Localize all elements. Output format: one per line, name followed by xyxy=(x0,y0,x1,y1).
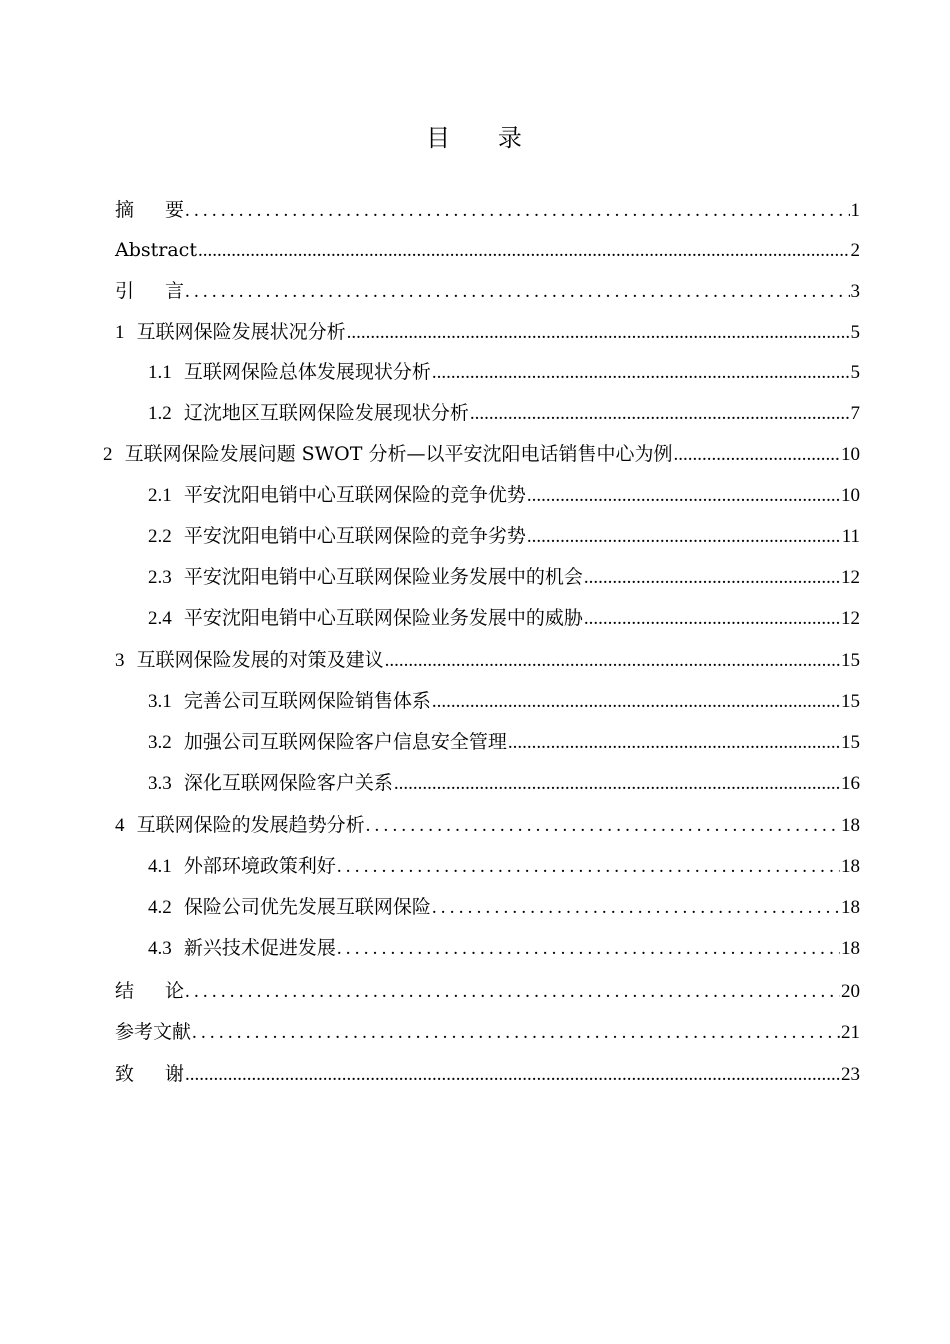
toc-entry-page: 15 xyxy=(841,691,860,712)
toc-entry-label-part2: 论 xyxy=(165,980,185,1002)
toc-entry-section-2-4[interactable] xyxy=(148,603,860,633)
toc-entry-number: 4.2 xyxy=(148,897,172,918)
toc-entry-label: 参考文献 xyxy=(115,1021,192,1043)
toc-entry-section-2-3[interactable] xyxy=(148,562,860,592)
toc-entry-number: 2.4 xyxy=(148,608,172,629)
toc-entry-label: 互联网保险的发展趋势分析 xyxy=(136,814,365,836)
toc-title xyxy=(0,118,950,153)
toc-entry-page: 5 xyxy=(850,322,860,343)
toc-entry-section-1-2[interactable] xyxy=(148,398,860,428)
toc-leader-dots xyxy=(673,440,840,470)
toc-entry-label: 平安沈阳电销中心互联网保险的竞争劣势 xyxy=(183,525,526,547)
toc-entry-page: 10 xyxy=(841,444,860,465)
toc-entry-chapter-1[interactable] xyxy=(115,317,860,347)
toc-entry-page: 2 xyxy=(850,240,860,261)
toc-entry-page: 18 xyxy=(841,856,860,877)
toc-entry-page: 10 xyxy=(841,485,860,506)
toc-entry-label: 互联网保险发展问题 SWOT 分析—以平安沈阳电话销售中心为例 xyxy=(124,443,673,465)
toc-entry-label: 保险公司优先发展互联网保险 xyxy=(183,896,431,918)
toc-entry-number: 1.2 xyxy=(148,403,172,424)
toc-entry-label-part1: 致 xyxy=(115,1063,135,1085)
toc-leader-dots xyxy=(366,811,840,841)
toc-entry-page: 20 xyxy=(841,981,860,1002)
toc-leader-dots xyxy=(432,358,850,388)
toc-entry-page: 11 xyxy=(841,526,860,547)
toc-leader-dots xyxy=(432,687,840,717)
toc-entry-section-3-2[interactable] xyxy=(148,727,860,757)
toc-entry-label: 平安沈阳电销中心互联网保险业务发展中的机会 xyxy=(183,566,583,588)
toc-entry-page: 3 xyxy=(850,281,860,302)
toc-entry-section-3-1[interactable] xyxy=(148,686,860,716)
toc-entry-chapter-3[interactable] xyxy=(115,645,860,675)
toc-entry-section-4-3[interactable] xyxy=(148,933,860,963)
toc-leader-dots xyxy=(584,563,840,593)
toc-entry-number: 4.3 xyxy=(148,938,172,959)
toc-title-char-1: 目 xyxy=(426,124,453,152)
toc-entry-page: 18 xyxy=(841,938,860,959)
toc-leader-dots xyxy=(527,481,840,511)
toc-entry-references[interactable] xyxy=(115,1017,860,1047)
toc-entry-number: 3 xyxy=(115,650,125,671)
toc-entry-label: 深化互联网保险客户关系 xyxy=(183,772,393,794)
toc-entry-number: 3.2 xyxy=(148,732,172,753)
toc-entry-page: 16 xyxy=(841,773,860,794)
toc-leader-dots xyxy=(198,236,850,266)
toc-entry-label-part1: 结 xyxy=(115,980,135,1002)
toc-leader-dots xyxy=(337,852,840,882)
toc-entry-number: 2.3 xyxy=(148,567,172,588)
toc-entry-number: 1 xyxy=(115,322,125,343)
toc-entry-label: 外部环境政策利好 xyxy=(183,855,336,877)
toc-entry-page: 21 xyxy=(841,1022,860,1043)
toc-entry-label: 平安沈阳电销中心互联网保险业务发展中的威胁 xyxy=(183,607,583,629)
toc-entry-label-part2: 言 xyxy=(165,280,185,302)
toc-leader-dots xyxy=(185,977,840,1007)
toc-leader-dots xyxy=(385,646,840,676)
toc-entry-number: 4.1 xyxy=(148,856,172,877)
toc-entry-section-4-1[interactable] xyxy=(148,851,860,881)
toc-entry-label: 互联网保险总体发展现状分析 xyxy=(183,361,431,383)
toc-leader-dots xyxy=(432,893,840,923)
toc-leader-dots xyxy=(527,522,841,552)
toc-entry-label-part2: 要 xyxy=(165,199,185,221)
toc-entry-page: 18 xyxy=(841,897,860,918)
toc-entry-page: 15 xyxy=(841,732,860,753)
toc-entry-number: 2 xyxy=(103,444,113,465)
toc-entry-page: 1 xyxy=(850,200,860,221)
toc-entry-page: 15 xyxy=(841,650,860,671)
toc-entry-label-part1: 摘 xyxy=(115,199,135,221)
toc-entry-section-4-2[interactable] xyxy=(148,892,860,922)
toc-entry-number: 3.1 xyxy=(148,691,172,712)
toc-entry-section-3-3[interactable] xyxy=(148,768,860,798)
toc-entry-abstract-en[interactable] xyxy=(115,235,860,265)
toc-entry-label: 互联网保险发展状况分析 xyxy=(136,321,346,343)
toc-entry-chapter-4[interactable] xyxy=(115,810,860,840)
toc-leader-dots xyxy=(470,399,850,429)
toc-leader-dots xyxy=(347,318,850,348)
toc-entry-label-part1: 引 xyxy=(115,280,135,302)
toc-leader-dots xyxy=(192,1018,840,1048)
toc-entry-page: 18 xyxy=(841,815,860,836)
toc-leader-dots xyxy=(394,769,840,799)
toc-entry-number: 4 xyxy=(115,815,125,836)
toc-entry-label-part2: 谢 xyxy=(165,1063,185,1085)
toc-entry-label: 加强公司互联网保险客户信息安全管理 xyxy=(183,731,507,753)
toc-entry-label: 互联网保险发展的对策及建议 xyxy=(136,649,384,671)
toc-entry-label: 完善公司互联网保险销售体系 xyxy=(183,690,431,712)
toc-entry-section-2-2[interactable] xyxy=(148,521,860,551)
toc-entry-number: 2.1 xyxy=(148,485,172,506)
toc-leader-dots xyxy=(185,1060,840,1090)
toc-entry-page: 12 xyxy=(841,567,860,588)
toc-entry-abstract-cn[interactable] xyxy=(115,195,860,225)
toc-entry-number: 2.2 xyxy=(148,526,172,547)
toc-entry-section-2-1[interactable] xyxy=(148,480,860,510)
toc-leader-dots xyxy=(185,196,849,226)
toc-title-char-2: 录 xyxy=(497,124,524,152)
toc-entry-page: 23 xyxy=(841,1064,860,1085)
toc-entry-label: 平安沈阳电销中心互联网保险的竞争优势 xyxy=(183,484,526,506)
toc-entry-introduction[interactable] xyxy=(115,276,860,306)
toc-entry-chapter-2[interactable] xyxy=(103,439,860,469)
toc-entry-number: 1.1 xyxy=(148,362,172,383)
toc-entry-number: 3.3 xyxy=(148,773,172,794)
toc-leader-dots xyxy=(508,728,840,758)
toc-entry-label: Abstract xyxy=(115,239,197,261)
toc-leader-dots xyxy=(337,934,840,964)
toc-entry-acknowledgements[interactable] xyxy=(115,1059,860,1089)
toc-entry-conclusion[interactable] xyxy=(115,976,860,1006)
toc-leader-dots xyxy=(185,277,849,307)
toc-entry-label: 新兴技术促进发展 xyxy=(183,937,336,959)
toc-entry-page: 5 xyxy=(850,362,860,383)
toc-entry-page: 12 xyxy=(841,608,860,629)
toc-leader-dots xyxy=(584,604,840,634)
toc-entry-section-1-1[interactable] xyxy=(148,357,860,387)
toc-entry-page: 7 xyxy=(850,403,860,424)
toc-entry-label: 辽沈地区互联网保险发展现状分析 xyxy=(183,402,469,424)
